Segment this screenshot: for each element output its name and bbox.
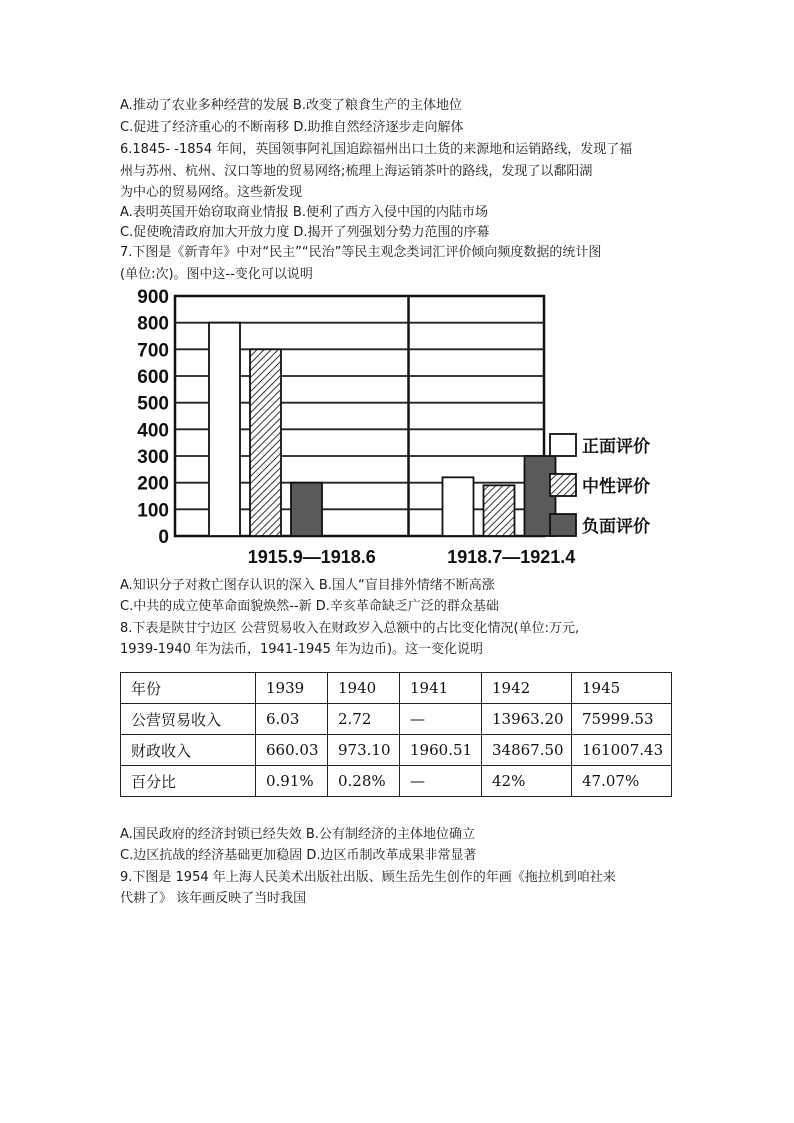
- table-cell: —: [400, 766, 482, 797]
- table-row-label: 公营贸易收入: [121, 704, 256, 735]
- q5-options-cd: C.促进了经济重心的不断南移 D.助推自然经济逐步走向解体: [120, 120, 464, 135]
- y-tick-label: 100: [137, 500, 169, 522]
- y-tick-label: 900: [137, 288, 169, 308]
- table-cell: 0.91%: [256, 766, 328, 797]
- table-row: [121, 766, 672, 797]
- table-row: [121, 704, 672, 735]
- table-cell: 13963.20: [482, 704, 572, 735]
- q7-options-cd: C.中共的成立使革命面貌焕然--新 D.辛亥革命缺乏广泛的群众基础: [120, 599, 499, 614]
- evaluation-frequency-chart: [120, 288, 675, 570]
- chart-svg: [120, 288, 675, 570]
- q8-stem-line1: 8.下表是陕甘宁边区 公营贸易收入在财政岁入总额中的占比变化情况(单位:万元,: [120, 621, 580, 636]
- table-cell: 2.72: [328, 704, 400, 735]
- q6-stem-line2: 州与苏州、杭州、汉口等地的贸易网络;梳理上海运销茶叶的路线，发现了以鄱阳湖: [120, 164, 593, 179]
- bar-1-0: [443, 477, 474, 536]
- table-cell: 1939: [256, 673, 328, 704]
- table-cell: 660.03: [256, 735, 328, 766]
- legend-swatch: [550, 434, 576, 456]
- table-header-row: [121, 673, 672, 704]
- y-tick-label: 400: [137, 420, 169, 442]
- bar-1-1: [484, 485, 515, 536]
- bar-0-1: [250, 349, 281, 536]
- table-cell: 161007.43: [572, 735, 672, 766]
- q7-stem-line2: (单位:次)。图中这--变化可以说明: [120, 267, 313, 282]
- y-tick-label: 700: [137, 340, 169, 362]
- bar-0-0: [209, 323, 240, 536]
- q6-options-cd: C.促使晚清政府加大开放力度 D.揭开了列强划分势力范围的序幕: [120, 225, 490, 240]
- y-tick-label: 300: [137, 447, 169, 468]
- y-tick-label: 200: [137, 473, 169, 495]
- legend-label: 正面评价: [582, 437, 650, 457]
- q5-options-ab: A.推动了农业多种经营的发展 B.改变了粮食生产的主体地位: [120, 98, 462, 113]
- q6-stem-line1: 6.1845- -1854 年间，英国领事阿礼国追踪福州出口土货的来源地和运销路线，发现了福: [120, 142, 633, 157]
- table-row: [121, 735, 672, 766]
- table-cell: 47.07%: [572, 766, 672, 797]
- q7-stem-line1: 7.下图是《新青年》中对“民主”“民治”等民主观念类词汇评价倾向频度数据的统计图: [120, 245, 602, 260]
- y-tick-label: 600: [137, 367, 169, 388]
- table-row-label: 百分比: [121, 766, 256, 797]
- q8-options-ab: A.国民政府的经济封锁已经失效 B.公有制经济的主体地位确立: [120, 827, 475, 842]
- legend-swatch: [550, 474, 576, 496]
- table-cell: 6.03: [256, 704, 328, 735]
- x-category-label: 1918.7—1921.4: [447, 547, 576, 567]
- legend-label: 中性评价: [582, 477, 650, 497]
- table-cell: 1940: [328, 673, 400, 704]
- trade-revenue-table: [120, 672, 672, 797]
- table-row-label: 年份: [121, 673, 256, 704]
- legend-swatch: [550, 514, 576, 536]
- table-row-label: 财政收入: [121, 735, 256, 766]
- q9-stem-line2: 代耕了》 该年画反映了当时我国: [120, 891, 307, 906]
- table-cell: 34867.50: [482, 735, 572, 766]
- table-cell: 1941: [400, 673, 482, 704]
- legend-label: 负面评价: [582, 517, 650, 537]
- table-cell: —: [400, 704, 482, 735]
- q8-stem-line2: 1939-1940 年为法币，1941-1945 年为边币)。这一变化说明: [120, 642, 484, 657]
- y-tick-label: 800: [137, 313, 169, 335]
- y-tick-label: 0: [158, 527, 169, 548]
- bar-0-2: [291, 483, 322, 536]
- table-cell: 1942: [482, 673, 572, 704]
- q9-stem-line1: 9.下图是 1954 年上海人民美术出版社出版、顾生岳先生创作的年画《拖拉机到咱社来: [120, 870, 616, 885]
- q7-options-ab: A.知识分子对救亡图存认识的深入 B.国人“盲目排外情绪不断高涨: [120, 578, 495, 593]
- q6-options-ab: A.表明英国开始窃取商业情报 B.便利了西方入侵中国的内陆市场: [120, 205, 488, 220]
- y-tick-label: 500: [137, 393, 169, 415]
- table-cell: 1960.51: [400, 735, 482, 766]
- table-cell: 42%: [482, 766, 572, 797]
- q8-options-cd: C.边区抗战的经济基础更加稳固 D.边区币制改革成果非常显著: [120, 848, 477, 863]
- table-cell: 0.28%: [328, 766, 400, 797]
- x-category-label: 1915.9—1918.6: [247, 547, 376, 567]
- table-cell: 973.10: [328, 735, 400, 766]
- table-cell: 75999.53: [572, 704, 672, 735]
- table-cell: 1945: [572, 673, 672, 704]
- q6-stem-line3: 为中心的贸易网络。这些新发现: [120, 185, 303, 200]
